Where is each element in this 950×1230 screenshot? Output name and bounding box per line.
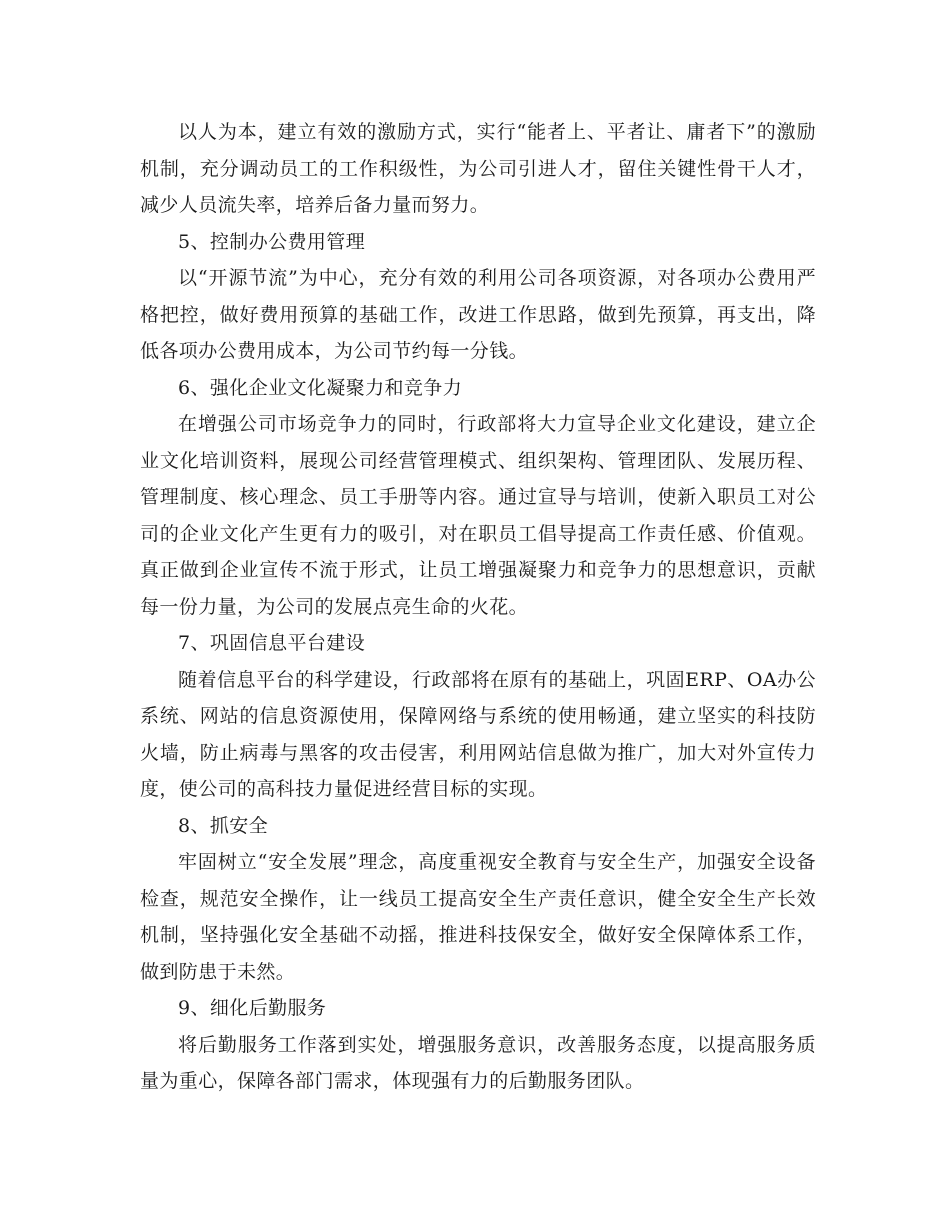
document-body [140,114,816,1100]
section-heading-8: 8、抓安全 [178,814,269,837]
paragraph-office-costs: 以“开源节流”为中心，充分有效的利用公司各项资源，对各项办公费用严格把控，做好费用预算的基础工作，改进工作思路，做到先预算，再支出，降低各项办公费用成本，为公司节约每一分钱。 [140,267,816,362]
paragraph-logistics: 将后勤服务工作落到实处，增强服务意识，改善服务态度，以提高服务质量为重心，保障各部门需求，体现强有力的后勤服务团队。 [140,1033,816,1092]
section-heading-7: 7、巩固信息平台建设 [178,632,366,654]
paragraph-incentive: 以人为本，建立有效的激励方式，实行“能者上、平者让、庸者下”的激励机制，充分调动员工的工作积级性，为公司引进人才，留住关键性骨干人才，减少人员流失率，培养后备力量而努力。 [140,121,816,216]
section-heading-6: 6、强化企业文化凝聚力和竞争力 [178,376,463,399]
section-heading-9: 9、细化后勤服务 [178,997,327,1019]
paragraph-corporate-culture: 在增强公司市场竞争力的同时，行政部将大力宣导企业文化建设，建立企业文化培训资料，展现公司经营管理模式、组织架构、管理团队、发展历程、管理制度、核心理念、员工手册等内容。通过宣导与培训，使新入职员工对公司的企业文化产生更有力的吸引，对在职员工倡导提高工作责任感、价值观。真正做到企业宣传不流于形式，让员工增强凝聚力和竞争力的思想意识，贡献每一份力量，为公司的发展点亮生命的火花。 [140,413,816,618]
paragraph-information-platform: 随着信息平台的科学建设，行政部将在原有的基础上，巩固ERP、OA办公系统、网站的信息资源使用，保障网络与系统的使用畅通，建立坚实的科技防火墙，防止病毒与黑客的攻击侵害，利用网站信息做为推广，加大对外宣传力度，使公司的高科技力量促进经营目标的实现。 [140,668,816,800]
paragraph-safety: 牢固树立“安全发展”理念，高度重视安全教育与安全生产，加强安全设备检查，规范安全操作，让一线员工提高安全生产责任意识，健全安全生产长效机制，坚持强化安全基础不动摇，推进科技保安全，做好安全保障体系工作，做到防患于未然。 [140,851,816,983]
section-heading-5: 5、控制办公费用管理 [178,230,366,253]
